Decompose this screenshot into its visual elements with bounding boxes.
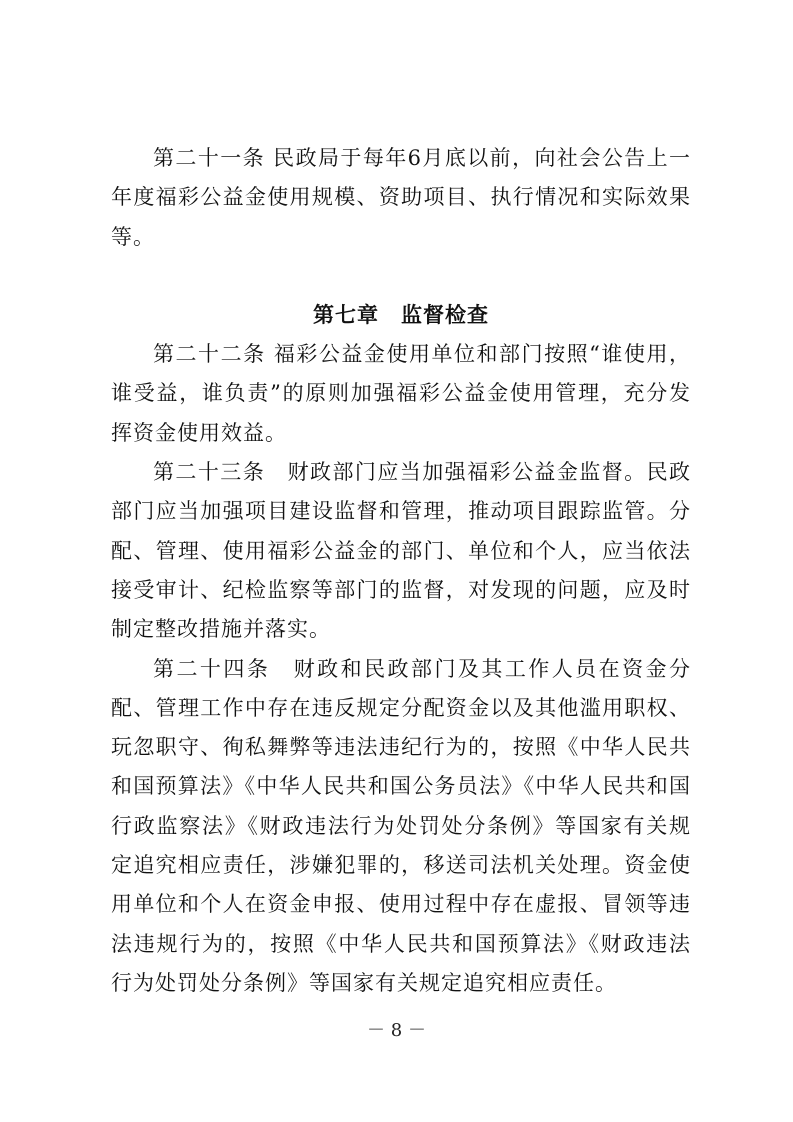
chapter-heading: 第七章 监督检查: [313, 302, 489, 327]
article-21: 第二十一条 民政局于每年6月底以前，向社会公告上一年度福彩公益金使用规模、资助项目、执行情况和实际效果等。: [111, 146, 691, 249]
article-24: 第二十四条 财政和民政部门及其工作人员在资金分配、管理工作中存在违反规定分配资金以及其他滥用职权、玩忽职守、徇私舞弊等违法违纪行为的，按照《中华人民共和国预算法》《中华人民共和国公务员法》《中华人民共和国行政监察法》《财政违法行为处罚处分条例》等国家有关规定追究相应责任，涉嫌犯罪的，移送司法机关处理。资金使用单位和个人在资金申报、使用过程中存在虚报、冒领等违法违规行为的，按照《中华人民共和国预算法》《财政违法行为处罚处分条例》等国家有关规定追究相应责任。: [111, 656, 691, 995]
document-body: [111, 139, 691, 1003]
page-number: － 8 －: [367, 1020, 426, 1041]
section-gap: [111, 257, 691, 296]
article-22: 第二十二条 福彩公益金使用单位和部门按照“谁使用，谁受益，谁负责”的原则加强福彩公益金使用管理，充分发挥资金使用效益。: [111, 342, 691, 445]
article-23: 第二十三条 财政部门应当加强福彩公益金监督。民政部门应当加强项目建设监督和管理，推动项目跟踪监管。分配、管理、使用福彩公益金的部门、单位和个人，应当依法接受审计、纪检监察等部门的监督，对发现的问题，应及时制定整改措施并落实。: [111, 460, 691, 642]
